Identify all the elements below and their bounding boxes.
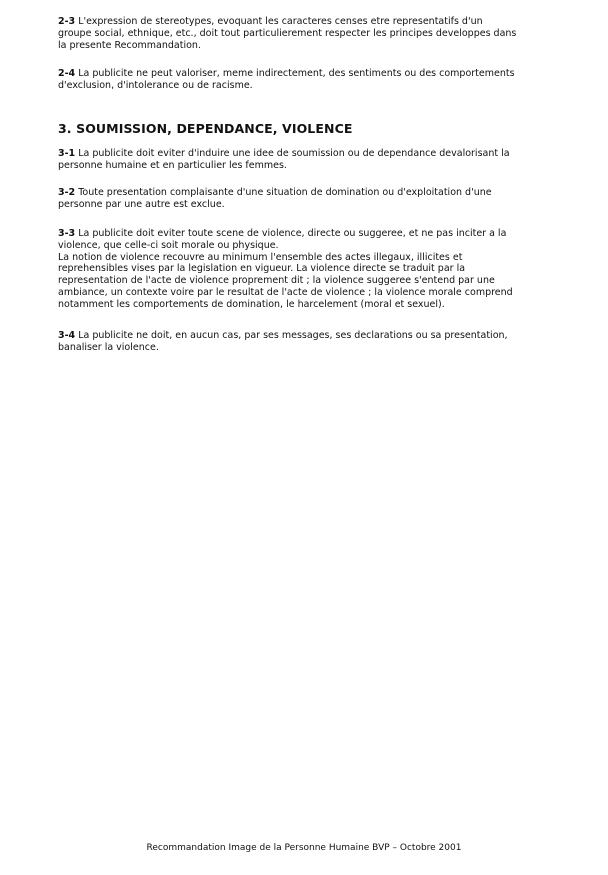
article-number: 2-3 [58,16,76,27]
article-line: 3-1 La publicite doit eviter d'induire une idee de soumission ou de dependance devalorisant la [58,148,510,159]
section-heading: 3. SOUMISSION, DEPENDANCE, VIOLENCE [58,121,353,136]
article-line: 2-4 La publicite ne peut valoriser, meme indirectement, des sentiments ou des comportements [58,68,515,79]
article-number: 2-4 [58,68,76,79]
article-line: la presente Recommandation. [58,39,201,51]
article-line: 2-3 L'expression de stereotypes, evoquant les caracteres censes etre representatifs d'un [58,16,483,27]
article-line: ambiance, un contexte voire par le resultat de l'acte de violence ; la violence morale comprend [58,286,513,298]
article-line: groupe social, ethnique, etc., doit tout particulierement respecter les principes developpes dans [58,27,517,39]
article-number: 3-1 [58,148,76,159]
article-line: notamment les comportements de domination, le harcelement (moral et sexuel). [58,298,445,310]
article-line: 3-3 La publicite doit eviter toute scene de violence, directe ou suggeree, et ne pas inciter a la [58,228,507,239]
article-number: 3-3 [58,228,76,239]
page-footer: Recommandation Image de la Personne Humaine BVP – Octobre 2001 [146,843,462,853]
article-3-3 [58,228,544,311]
article-line: personne par une autre est exclue. [58,198,225,210]
article-number: 3-2 [58,187,76,198]
article-line: banaliser la violence. [58,341,159,353]
article-line: violence, que celle-ci soit morale ou physique. [58,239,279,251]
article-line: personne humaine et en particulier les femmes. [58,159,287,171]
article-line: 3-2 Toute presentation complaisante d'une situation de domination ou d'exploitation d'une [58,187,492,198]
article-line: d'exclusion, d'intolerance ou de racisme. [58,79,253,91]
article-line: La notion de violence recouvre au minimum l'ensemble des actes illegaux, illicites et [58,251,463,263]
article-line: 3-4 La publicite ne doit, en aucun cas, par ses messages, ses declarations ou sa presentation, [58,330,508,341]
article-3-1 [58,148,544,172]
article-number: 3-4 [58,330,76,341]
article-2-4 [58,68,544,92]
article-3-4 [58,330,544,354]
article-2-3 [58,16,544,51]
article-line: reprehensibles vises par la legislation en vigueur. La violence directe se traduit par la [58,263,466,275]
article-line: representation de l'acte de violence proprement dit ; la violence suggeree s'entend par une [58,275,495,287]
article-3-2 [58,187,544,211]
